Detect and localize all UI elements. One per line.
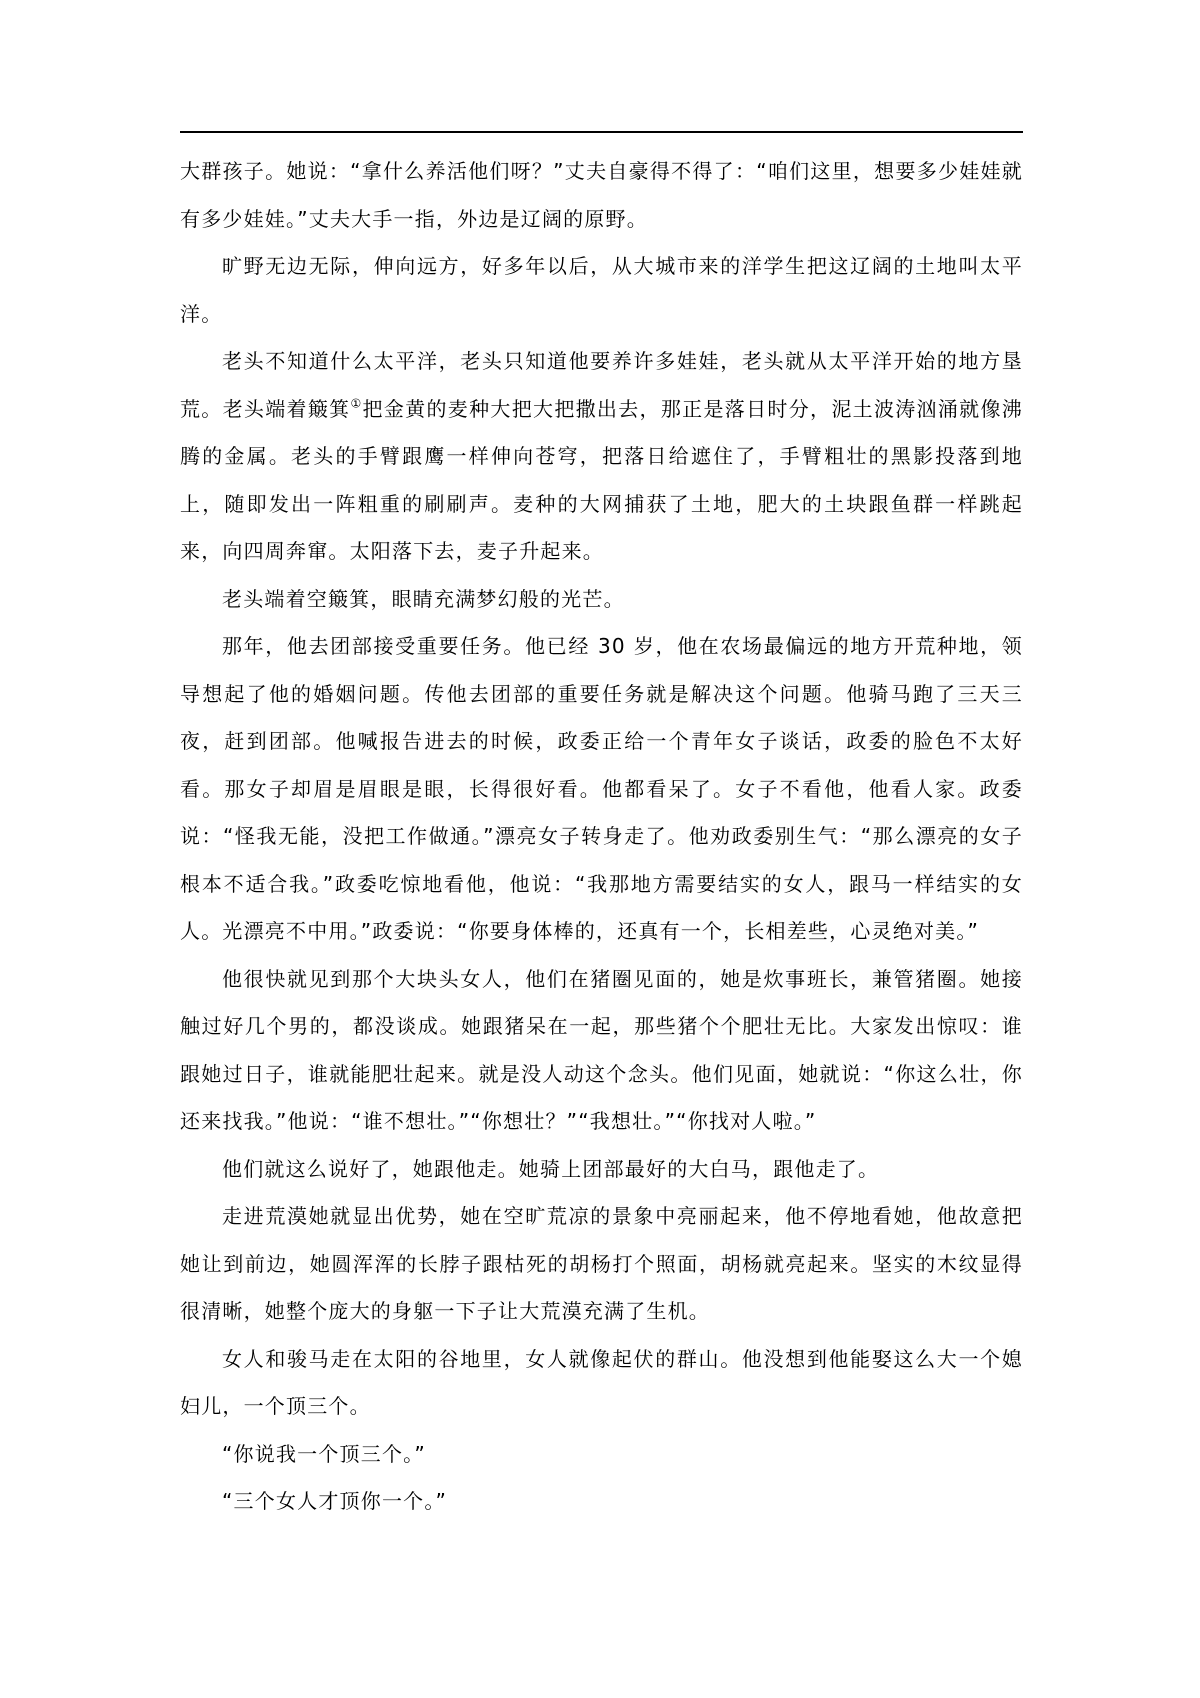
footnote-marker: ① — [350, 396, 363, 411]
article-body — [180, 148, 1023, 1526]
paragraph-4: 老头端着空簸箕，眼睛充满梦幻般的光芒。 — [222, 586, 625, 611]
paragraph-5: 那年，他去团部接受重要任务。他已经 30 岁，他在农场最偏远的地方开荒种地，领导想起了他的婚姻问题。传他去团部的重要任务就是解决这个问题。他骑马跑了三天三夜，赶到团部。他喊报告进去的时候，政委正给一个青年女子谈话，政委的脸色不太好看。那女子却眉是眉眼是眼，长得很好看。他都看呆了。女子不看他，他看人家。政委说：“怪我无能，没把工作做通。”漂亮女子转身走了。他劝政委别生气：“那么漂亮的女子根本不适合我。”政委吃惊地看他，他说：“我那地方需要结实的女人，跟马一样结实的女人。光漂亮不中用。”政委说：“你要身体棒的，还真有一个，长相差些，心灵绝对美。” — [180, 634, 1023, 943]
paragraph-9: 女人和骏马走在太阳的谷地里，女人就像起伏的群山。他没想到他能娶这么大一个媳妇儿，一个顶三个。 — [180, 1346, 1023, 1418]
paragraph-3 — [180, 338, 1023, 576]
paragraph-7: 他们就这么说好了，她跟他走。她骑上团部最好的大白马，跟他走了。 — [222, 1156, 880, 1181]
header-rule — [180, 131, 1023, 133]
paragraph-3-text-after: 把金黄的麦种大把大把撒出去，那正是落日时分，泥土波涛汹涌就像沸腾的金属。老头的手臂跟鹰一样伸向苍穹，把落日给遮住了，手臂粗壮的黑影投落到地上，随即发出一阵粗重的刷刷声。麦种的大网捕获了土地，肥大的土块跟鱼群一样跳起来，向四周奔窜。太阳落下去，麦子升起来。 — [180, 396, 1023, 563]
paragraph-6: 他很快就见到那个大块头女人，他们在猪圈见面的，她是炊事班长，兼管猪圈。她接触过好几个男的，都没谈成。她跟猪呆在一起，那些猪个个肥壮无比。大家发出惊叹：谁跟她过日子，谁就能肥壮起来。就是没人动这个念头。他们见面，她就说：“你这么壮，你还来找我。”他说：“谁不想壮。”“你想壮？”“我想壮。”“你找对人啦。” — [180, 966, 1023, 1133]
paragraph-3-text-before: 老头不知道什么太平洋，老头只知道他要养许多娃娃，老头就从太平洋开始的地方垦荒。老头端着簸箕 — [180, 349, 1023, 421]
dialogue-line-1: “你说我一个顶三个。” — [222, 1441, 426, 1466]
paragraph-2: 旷野无边无际，伸向远方，好多年以后，从大城市来的洋学生把这辽阔的土地叫太平洋。 — [180, 254, 1023, 326]
dialogue-line-2: “三个女人才顶你一个。” — [222, 1489, 448, 1513]
paragraph-8: 走进荒漠她就显出优势，她在空旷荒凉的景象中亮丽起来，他不停地看她，他故意把她让到前边，她圆浑浑的长脖子跟枯死的胡杨打个照面，胡杨就亮起来。坚实的木纹显得很清晰，她整个庞大的身躯一下子让大荒漠充满了生机。 — [180, 1204, 1023, 1323]
paragraph-1: 大群孩子。她说：“拿什么养活他们呀？”丈夫自豪得不得了：“咱们这里，想要多少娃娃就有多少娃娃。”丈夫大手一指，外边是辽阔的原野。 — [180, 159, 1023, 231]
